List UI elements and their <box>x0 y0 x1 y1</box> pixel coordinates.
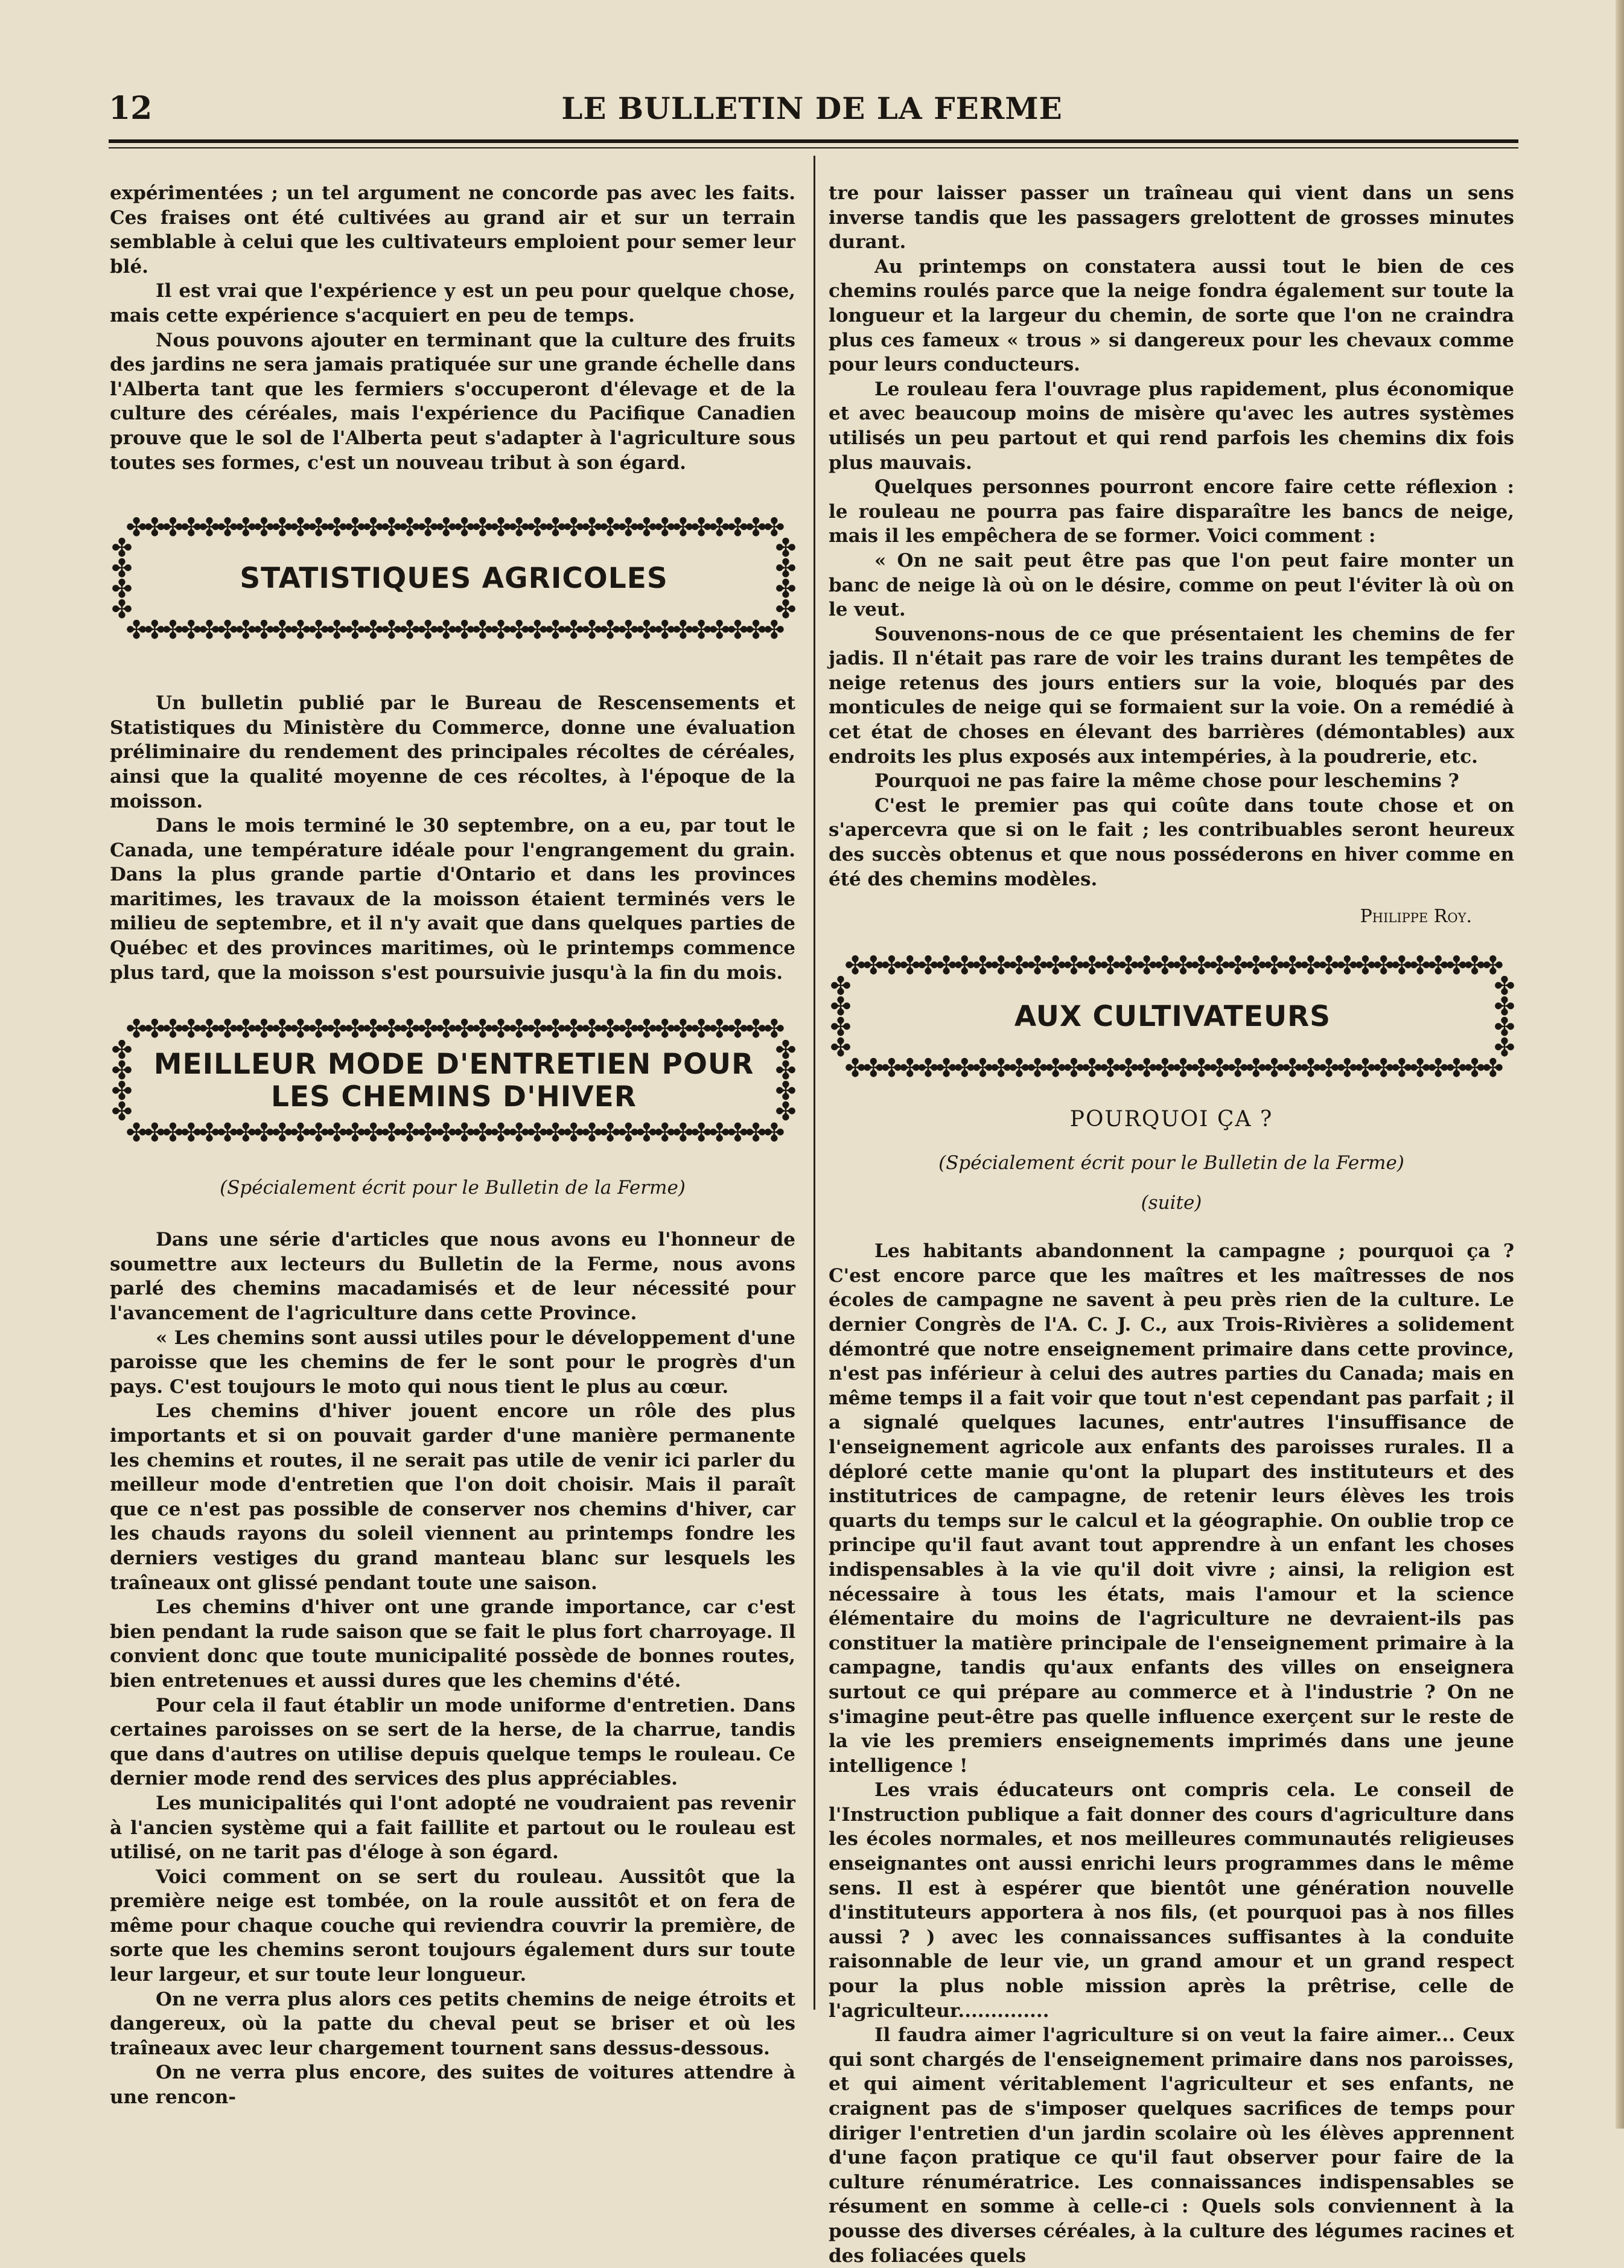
paragraph: Les municipalités qui l'ont adopté ne voudraient pas revenir à l'ancien système qui a fait faillite et partout ou le rouleau est utilisé, on ne tarit pas d'éloge à son égard. <box>110 1792 795 1864</box>
paragraph: On ne verra plus alors ces petits chemins de neige étroits et dangereux, où la patte du cheval peut se briser et où les traîneaux avec leur chargement tournent sans dessus-dessous. <box>110 1988 795 2059</box>
paragraph: Un bulletin publié par le Bureau de Rescensements et Statistiques du Ministère du Commerce, donne une évaluation préliminaire du rendement des principales récoltes de céréales, ainsi que la qualité moyenne de ces récoltes, à l'époque de la moisson. <box>110 692 795 812</box>
column-separator <box>814 156 815 2010</box>
header-rule-thick <box>109 139 1518 143</box>
cultivateurs-subheading: POURQUOI ÇA ? <box>1069 1107 1273 1132</box>
fleuron-border-right: ✤ ✤ ✤ ✤ <box>1494 976 1515 1059</box>
cultivateurs-heading: AUX CULTIVATEURS <box>1014 1000 1331 1034</box>
author-signature: Philippe Roy. <box>1360 906 1472 928</box>
fleuron-border-right: ✤ ✤ ✤ ✤ <box>775 538 797 620</box>
paragraph: Dans une série d'articles que nous avons eu l'honneur de soumettre aux lecteurs du Bulletin de la Ferme, nous avons parlé des chemins macadamisés et de leur nécessité pour l'avancement de l'agriculture dans cette Province. <box>110 1229 795 1325</box>
fleuron-border-top: ✤✤✤✤✤✤✤✤✤✤✤✤✤✤✤✤✤✤✤✤✤✤✤✤✤✤✤✤✤✤✤✤✤✤✤✤ <box>844 953 1501 979</box>
cultivateurs-heading-box <box>829 953 1517 1081</box>
paragraph: Au printemps on constatera aussi tout le bien de ces chemins roulés parce que la neige fondra également sur toute la longueur et la largeur du chemin, de sorte que l'on ne craindra plus ces fameux « trous » si dangereux pour les chevaux comme pour leurs conducteurs. <box>829 255 1514 376</box>
fleuron-border-top: ✤✤✤✤✤✤✤✤✤✤✤✤✤✤✤✤✤✤✤✤✤✤✤✤✤✤✤✤✤✤✤✤✤✤✤✤ <box>126 515 782 541</box>
cultivateurs-byline: (Spécialement écrit pour le Bulletin de la Ferme) <box>938 1152 1404 1174</box>
paragraph: expérimentées ; un tel argument ne concorde pas avec les faits. Ces fraises ont été cultivées au grand air et sur un terrain semblable à celui que les cultivateurs emploient pour semer leur blé. <box>110 182 795 278</box>
paragraph: « Les chemins sont aussi utiles pour le développement d'une paroisse que les chemins de fer le sont pour le progrès d'un pays. C'est toujours le moto qui nous tient le plus au cœur. <box>110 1327 795 1398</box>
header-rule-thin <box>109 147 1518 148</box>
paragraph: Voici comment on se sert du rouleau. Aussitôt que la première neige est tombée, on la roule aussitôt et on fera de même pour chaque couche qui reviendra couvrir la première, de sorte que les chemins seront toujours également durs sur toute leur largeur, et sur toute leur longueur. <box>110 1865 795 1986</box>
right-column <box>829 181 1514 2268</box>
cultivateurs-article <box>829 1239 1514 2268</box>
stats-heading: STATISTIQUES AGRICOLES <box>240 562 668 596</box>
fleuron-border-left: ✤ ✤ ✤ ✤ <box>111 1040 133 1123</box>
paragraph: tre pour laisser passer un traîneau qui vient dans un sens inverse tandis que les passagers grelottent de grosses minutes durant. <box>829 182 1514 253</box>
paragraph: On ne verra plus encore, des suites de voitures attendre à une rencon- <box>110 2062 795 2109</box>
fleuron-border-top: ✤✤✤✤✤✤✤✤✤✤✤✤✤✤✤✤✤✤✤✤✤✤✤✤✤✤✤✤✤✤✤✤✤✤✤✤ <box>126 1016 782 1042</box>
left-column <box>110 181 795 2110</box>
page-number: 12 <box>109 90 153 127</box>
roads-heading-line2: LES CHEMINS D'HIVER <box>271 1080 637 1114</box>
fleuron-border-bottom: ✤✤✤✤✤✤✤✤✤✤✤✤✤✤✤✤✤✤✤✤✤✤✤✤✤✤✤✤✤✤✤✤✤✤✤✤ <box>844 1056 1501 1081</box>
paragraph: Souvenons-nous de ce que présentaient les chemins de fer jadis. Il n'était pas rare de voir les trains durant les tempêtes de neige retenus des jours entiers sur la voie, bloqués par des monticules de neige qui se formaient sur la voie. On a remédié à cet état de choses en élevant des barrières (démontables) aux endroits les plus exposés aux intempéries, à la poudrerie, etc. <box>829 623 1514 768</box>
page-edge <box>1616 0 1624 2129</box>
paragraph: Quelques personnes pourront encore faire cette réflexion : le rouleau ne pourra pas faire disparaître les bancs de neige, mais il les empêchera de se former. Voici comment : <box>829 476 1514 547</box>
paragraph: « On ne sait peut être pas que l'on peut faire monter un banc de neige là où on le désire, comme on peut l'éviter là où on le veut. <box>829 549 1514 621</box>
fleuron-border-bottom: ✤✤✤✤✤✤✤✤✤✤✤✤✤✤✤✤✤✤✤✤✤✤✤✤✤✤✤✤✤✤✤✤✤✤✤✤ <box>126 617 782 643</box>
fleuron-border-right: ✤ ✤ ✤ ✤ <box>775 1040 797 1123</box>
stats-heading-box <box>110 515 798 643</box>
roads-article <box>110 1228 795 2109</box>
paragraph: Il est vrai que l'expérience y est un peu pour quelque chose, mais cette expérience s'acquiert en peu de temps. <box>110 280 795 327</box>
paragraph: Il faudra aimer l'agriculture si on veut la faire aimer... Ceux qui sont chargés de l'enseignement primaire dans nos paroisses, et qui aiment véritablement l'agriculteur et ses enfants, ne craignent pas de s'imposer quelques sacrifices de temps pour diriger l'entretien d'un jardin scolaire où les élèves apprennent d'une façon pratique ce qu'il faut observer pour faire de la culture rénumératrice. Les connaissances indispensables se résument en somme à celle-ci : Quels sols conviennent à la pousse des diverses céréales, à la culture des légumes racines et des foliacées quels <box>829 2024 1514 2267</box>
running-title: LE BULLETIN DE LA FERME <box>561 91 1063 126</box>
roads-byline: (Spécialement écrit pour le Bulletin de la Ferme) <box>220 1177 686 1199</box>
fleuron-border-bottom: ✤✤✤✤✤✤✤✤✤✤✤✤✤✤✤✤✤✤✤✤✤✤✤✤✤✤✤✤✤✤✤✤✤✤✤✤ <box>126 1120 782 1146</box>
paragraph: Dans le mois terminé le 30 septembre, on a eu, par tout le Canada, une température idéale pour l'engrangement du grain. Dans la plus grande partie d'Ontario et dans les provinces maritimes, les travaux de la moisson étaient terminés vers le milieu de septembre, et il n'y avait que dans quelques parties de Québec et des provinces maritimes, où le printemps commence plus tard, que la moisson s'est poursuivie jusqu'à la fin du mois. <box>110 815 795 984</box>
paragraph: Le rouleau fera l'ouvrage plus rapidement, plus économique et avec beaucoup moins de misère qu'avec les autres systèmes utilisés un peu partout et qui rend parfois les chemins dix fois plus mauvais. <box>829 378 1514 474</box>
alberta-article-end <box>110 181 795 475</box>
paragraph: Pour cela il faut établir un mode uniforme d'entretien. Dans certaines paroisses on se sert de la herse, de la charrue, tandis que dans d'autres on utilise depuis quelque temps le rouleau. Ce dernier mode rend des services des plus appréciables. <box>110 1694 795 1790</box>
paragraph: C'est le premier pas qui coûte dans toute chose et on s'apercevra que si on le fait ; les contribuables seront heureux des succès obtenus et que nous posséderons en hiver comme en été des chemins modèles. <box>829 794 1514 890</box>
cultivateurs-suite: (suite) <box>1141 1192 1202 1214</box>
stats-article <box>110 691 795 985</box>
paragraph: Nous pouvons ajouter en terminant que la culture des fruits des jardins ne sera jamais pratiquée sur une grande échelle dans l'Alberta tant que les fermiers s'occuperont d'élevage et de la culture des céréales, mais l'expérience du Pacifique Canadien prouve que le sol de l'Alberta peut s'adapter à l'agriculture sous toutes ses formes, c'est un nouveau tribut à son égard. <box>110 329 795 474</box>
paragraph: Les vrais éducateurs ont compris cela. Le conseil de l'Instruction publique a fait donner des cours d'agriculture dans les écoles normales, et nos meilleures communautés religieuses enseignantes ont aussi enrichi leurs programmes dans le même sens. Il est à espérer que bientôt une génération nouvelle d'instituteurs apportera à nos fils, (et pourquoi pas à nos filles aussi ? ) avec les connaissances suffisantes à la conduite raisonnable de leur vie, un grand amour et un grand respect pour la plus noble mission après la prêtrise, celle de l'agriculteur.............. <box>829 1779 1514 2022</box>
paragraph: Les chemins d'hiver jouent encore un rôle des plus importants et si on pouvait garder d'une manière permanente les chemins et routes, il ne serait pas utile de venir ici parler du meilleur mode d'entretien que l'on doit choisir. Mais il paraît que ce n'est pas possible de conserver nos chemins d'hiver, car les chauds rayons du soleil viennent au printemps fondre les derniers vestiges du grand manteau blanc sur lesquels les traîneaux ont glissé pendant toute une saison. <box>110 1400 795 1594</box>
fleuron-border-left: ✤ ✤ ✤ ✤ <box>830 976 852 1059</box>
roads-heading <box>134 1048 774 1113</box>
paragraph: Les habitants abandonnent la campagne ; pourquoi ça ? C'est encore parce que les maîtres et les maîtresses de nos écoles de campagne ne savent à peu près rien de la culture. Le dernier Congrès de l'A. C. J. C., aux Trois-Rivières a solidement démontré que notre enseignement primaire dans cette province, n'est pas inférieur à celui des autres parties du Canada; mais en même temps il a fait voir que tout n'est cependant pas parfait ; il a signalé quelques lacunes, entr'autres l'insuffisance de l'enseignement agricole aux enfants des paroisses rurales. Il a déploré cette manie qu'ont la plupart des instituteurs et des institutrices de campagne, de retenir leurs élèves les trois quarts du temps sur le calcul et la géographie. On oublie trop ce principe qu'il faut avant tout apprendre à un enfant les choses indispensables à la vie qu'il doit vivre ; ainsi, la religion est nécessaire à tous les états, mais l'amour et la science élémentaire du moins de l'agriculture ne devraient-ils pas constituer la matière principale de l'enseignement primaire à la campagne, tandis qu'aux enfants des villes on enseignera surtout ce qui prépare au commerce et à l'industrie ? On ne s'imagine peut-être pas quelle influence exerçent sur le reste de la vie les premiers enseignements imprimés dans une jeune intelligence ! <box>829 1240 1514 1777</box>
roads-heading-box <box>110 1016 798 1145</box>
roads-article-continued <box>829 181 1514 891</box>
paragraph: Pourquoi ne pas faire la même chose pour leschemins ? <box>874 770 1459 792</box>
roads-heading-line1: MEILLEUR MODE D'ENTRETIEN POUR <box>153 1048 754 1081</box>
fleuron-border-left: ✤ ✤ ✤ ✤ <box>111 538 133 620</box>
paragraph: Les chemins d'hiver ont une grande importance, car c'est bien pendant la rude saison que se fait le plus fort charroyage. Il convient donc que toute municipalité possède de bonnes routes, bien entretenues et aussi dures que les chemins d'été. <box>110 1596 795 1692</box>
